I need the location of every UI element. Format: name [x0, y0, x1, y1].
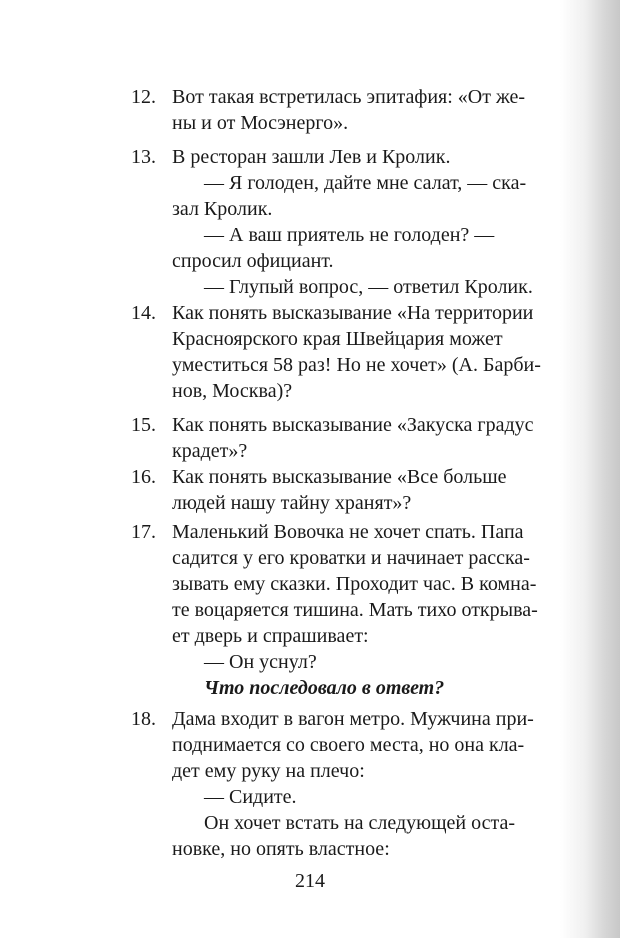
text-line: — Он уснул? [204, 651, 317, 673]
text-line: Он хочет встать на следующей оста- [204, 812, 515, 834]
item-number: 12. [131, 86, 156, 108]
text-line: спросил официант. [172, 250, 334, 272]
text-line: садится у его кроватки и начинает расска- [172, 547, 530, 569]
text-line: нов, Москва)? [172, 380, 293, 402]
text-line: зал Кролик. [172, 198, 273, 220]
item-number: 15. [131, 414, 156, 436]
text-line: — А ваш приятель не голоден? — [204, 224, 495, 246]
text-line: зывать ему сказки. Проходит час. В комна- [172, 573, 537, 595]
text-line: Как понять высказывание «Закуска градус [172, 414, 534, 436]
item-number: 17. [131, 521, 156, 543]
text-line: ет дверь и спрашивает: [172, 625, 369, 647]
text-line: Как понять высказывание «На территории [172, 302, 534, 324]
text-line: — Глупый вопрос, — ответил Кролик. [204, 276, 533, 298]
text-line: В ресторан зашли Лев и Кролик. [172, 146, 451, 168]
item-number: 18. [131, 708, 156, 730]
text-line: Красноярского края Швейцария может [172, 328, 503, 350]
text-line: ны и от Мосэнерго». [172, 112, 349, 134]
item-number: 13. [131, 146, 156, 168]
text-line: те воцаряется тишина. Мать тихо открыва- [172, 599, 538, 621]
page-number: 214 [295, 870, 325, 892]
text-line: Как понять высказывание «Все больше [172, 466, 507, 488]
text-line: дет ему руку на плечо: [172, 760, 365, 782]
text-line: крадет»? [172, 440, 248, 462]
question-line: Что последовало в ответ? [204, 677, 445, 699]
text-line: поднимается со своего места, но она кла- [172, 734, 525, 756]
text-line: Маленький Вовочка не хочет спать. Папа [172, 521, 524, 543]
text-line: людей нашу тайну хранят»? [172, 492, 412, 514]
text-line: — Сидите. [204, 786, 297, 808]
item-number: 16. [131, 466, 156, 488]
text-line: уместиться 58 раз! Но не хочет» (А. Барби- [172, 354, 541, 376]
text-line: Дама входит в вагон метро. Мужчина при- [172, 708, 534, 730]
item-number: 14. [131, 302, 156, 324]
text-line: новке, но опять властное: [172, 838, 390, 860]
text-line: — Я голоден, дайте мне салат, — ска- [204, 172, 527, 194]
text-line: Вот такая встретилась эпитафия: «От же- [172, 86, 526, 108]
